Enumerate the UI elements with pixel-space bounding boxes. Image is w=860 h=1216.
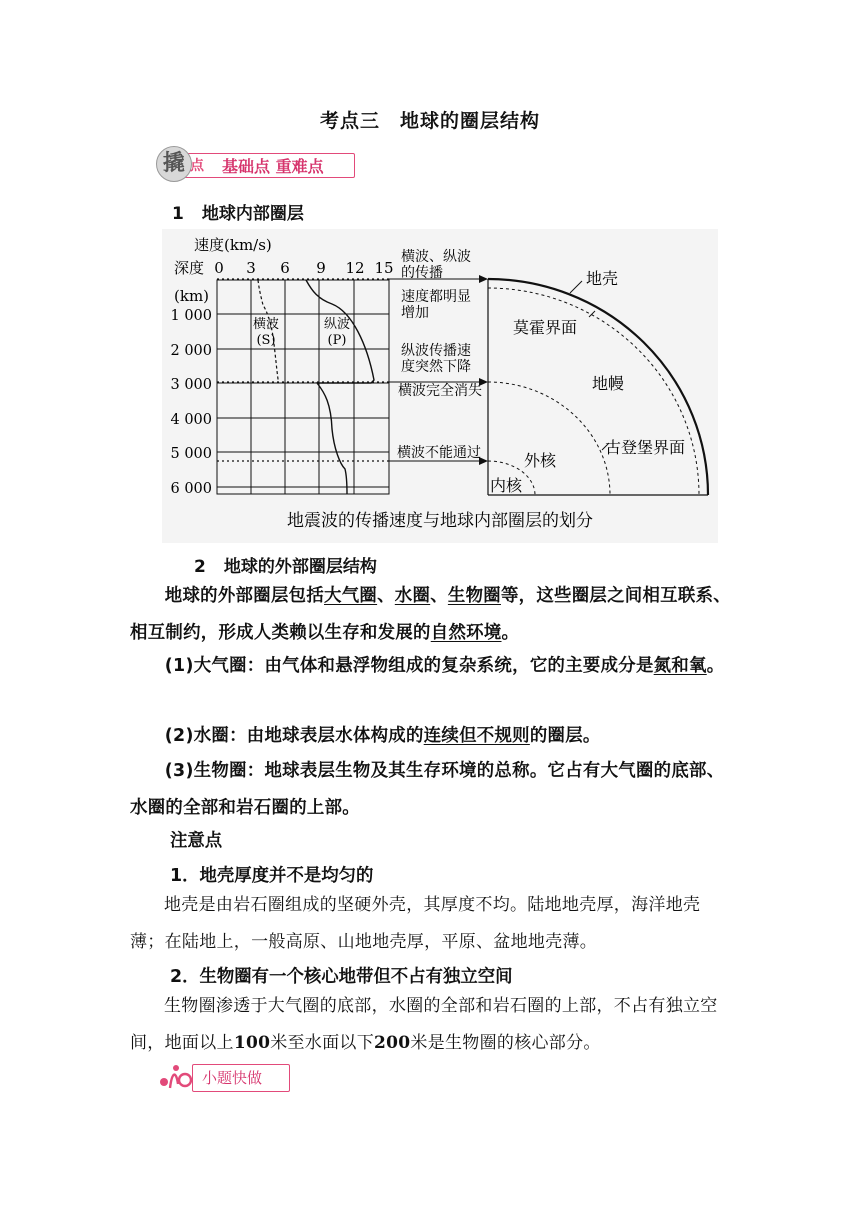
paragraph-outer-spheres (130, 578, 734, 652)
unit-label: (km) (174, 287, 210, 305)
quick-exercise-badge (158, 1062, 290, 1092)
note-1-title: 1．地壳厚度并不是均匀的 (170, 866, 374, 886)
section-1-number: 1 (172, 204, 184, 224)
note2-text-c: 米是生物圈的核心部分。 (410, 1033, 601, 1053)
section-2-title: 地球的外部圈层结构 (223, 557, 377, 577)
note2-text-b: 米至水面以下 (270, 1033, 375, 1053)
depth-tick-2000: 2 000 (170, 343, 212, 359)
speed-tick-12: 12 (345, 259, 365, 277)
note-heading: 注意点 (170, 831, 223, 851)
annotation-2b: 增加 (401, 305, 429, 321)
p-wave-label: 纵波 (323, 317, 351, 332)
quick-exercise-label: 小题快做 (202, 1069, 263, 1087)
p1-sep-2: 、 (430, 586, 448, 606)
section-2-heading (194, 552, 377, 577)
moho-label: 莫霍界面 (513, 318, 578, 337)
section-1-heading (172, 199, 304, 224)
depth-tick-5000: 5 000 (170, 446, 212, 462)
p3-continuous-irregular: 连续但不规则 (423, 726, 530, 746)
s-wave-abbr: (S) (256, 333, 276, 348)
mantle-label: 地幔 (592, 374, 625, 393)
p1-natural-environment: 自然环境 (430, 623, 502, 643)
p2-text-a: (1)大气圈：由气体和悬浮物组成的复杂系统，它的主要成分是 (164, 656, 654, 676)
page-title: 考点三 地球的圈层结构 (319, 110, 540, 132)
inner-core-label: 内核 (490, 476, 523, 495)
seismic-wave-figure (162, 229, 718, 543)
annotation-3b: 度突然下降 (401, 359, 471, 375)
p1-biosphere: 生物圈 (447, 586, 501, 606)
p1-text-c: 。 (501, 623, 520, 643)
speed-tick-9: 9 (316, 259, 326, 277)
badge-basic-key-points (156, 146, 356, 184)
note2-number-200: 200 (374, 1033, 411, 1053)
paragraph-biosphere: (3)生物圈：地球表层生物及其生存环境的总称。它占有大气圈的底部、水圈的全部和岩石圈的上部。 (130, 761, 725, 818)
p-wave-abbr: (P) (327, 333, 347, 348)
speed-tick-0: 0 (214, 259, 224, 277)
p3-text-b: 的圈层。 (529, 726, 601, 746)
section-2-number: 2 (194, 557, 206, 577)
note-2-title: 2．生物圈有一个核心地带但不占有独立空间 (170, 967, 513, 987)
speed-tick-6: 6 (280, 259, 290, 277)
p3-text-a: (2)水圈：由地球表层水体构成的 (164, 726, 424, 746)
annotation-5: 横波不能通过 (397, 445, 481, 461)
figure-caption: 地震波的传播速度与地球内部圈层的划分 (287, 511, 593, 531)
p1-atmosphere: 大气圈 (324, 586, 378, 606)
p2-nitrogen-oxygen: 氮和氧 (653, 656, 707, 676)
badge-icon: 撬 (156, 146, 192, 182)
annotation-1a: 横波、纵波 (401, 249, 471, 265)
note2-text-a: 生物圈渗透于大气圈的底部，水圈的全部和岩石圈的上部，不占有独立空间，地面以上 (130, 996, 718, 1053)
note-1-body: 地壳是由岩石圈组成的坚硬外壳，其厚度不均。陆地地壳厚，海洋地壳薄；在陆地上，一般高原、山地地壳厚，平原、盆地地壳薄。 (130, 895, 701, 952)
axis-title: 速度(km/s) (194, 236, 272, 254)
badge-text: 基础点 重难点 (222, 157, 324, 176)
badge-small-char: 点 (190, 158, 204, 174)
speed-tick-15: 15 (374, 259, 394, 277)
note-2-body (130, 988, 734, 1062)
note2-number-100: 100 (233, 1033, 271, 1053)
paragraph-atmosphere (130, 648, 734, 685)
depth-tick-1000: 1 000 (170, 308, 212, 324)
speed-tick-3: 3 (246, 259, 256, 277)
crust-label: 地壳 (586, 269, 619, 288)
outer-core-label: 外核 (524, 451, 557, 470)
p1-text-b: 等，这些圈层之间相互联系、相互制约，形成人类赖以生存和发展的 (130, 586, 731, 643)
depth-label: 深度 (174, 259, 205, 277)
annotation-4: 横波完全消失 (398, 383, 482, 399)
annotation-1b: 的传播 (401, 265, 443, 281)
s-wave-label: 横波 (252, 317, 280, 332)
p2-text-b: 。 (706, 656, 725, 676)
annotation-3a: 纵波传播速 (401, 343, 471, 359)
p1-hydrosphere: 水圈 (394, 586, 431, 606)
section-1-title: 地球内部圈层 (201, 204, 304, 224)
depth-tick-3000: 3 000 (170, 377, 212, 393)
p1-text-a: 地球的外部圈层包括 (164, 586, 325, 606)
depth-tick-4000: 4 000 (170, 412, 212, 428)
p1-sep-1: 、 (377, 586, 395, 606)
gutenberg-label: 古登堡界面 (605, 438, 686, 457)
paragraph-hydrosphere (130, 718, 734, 755)
annotation-2a: 速度都明显 (401, 289, 471, 305)
depth-tick-6000: 6 000 (170, 481, 212, 497)
